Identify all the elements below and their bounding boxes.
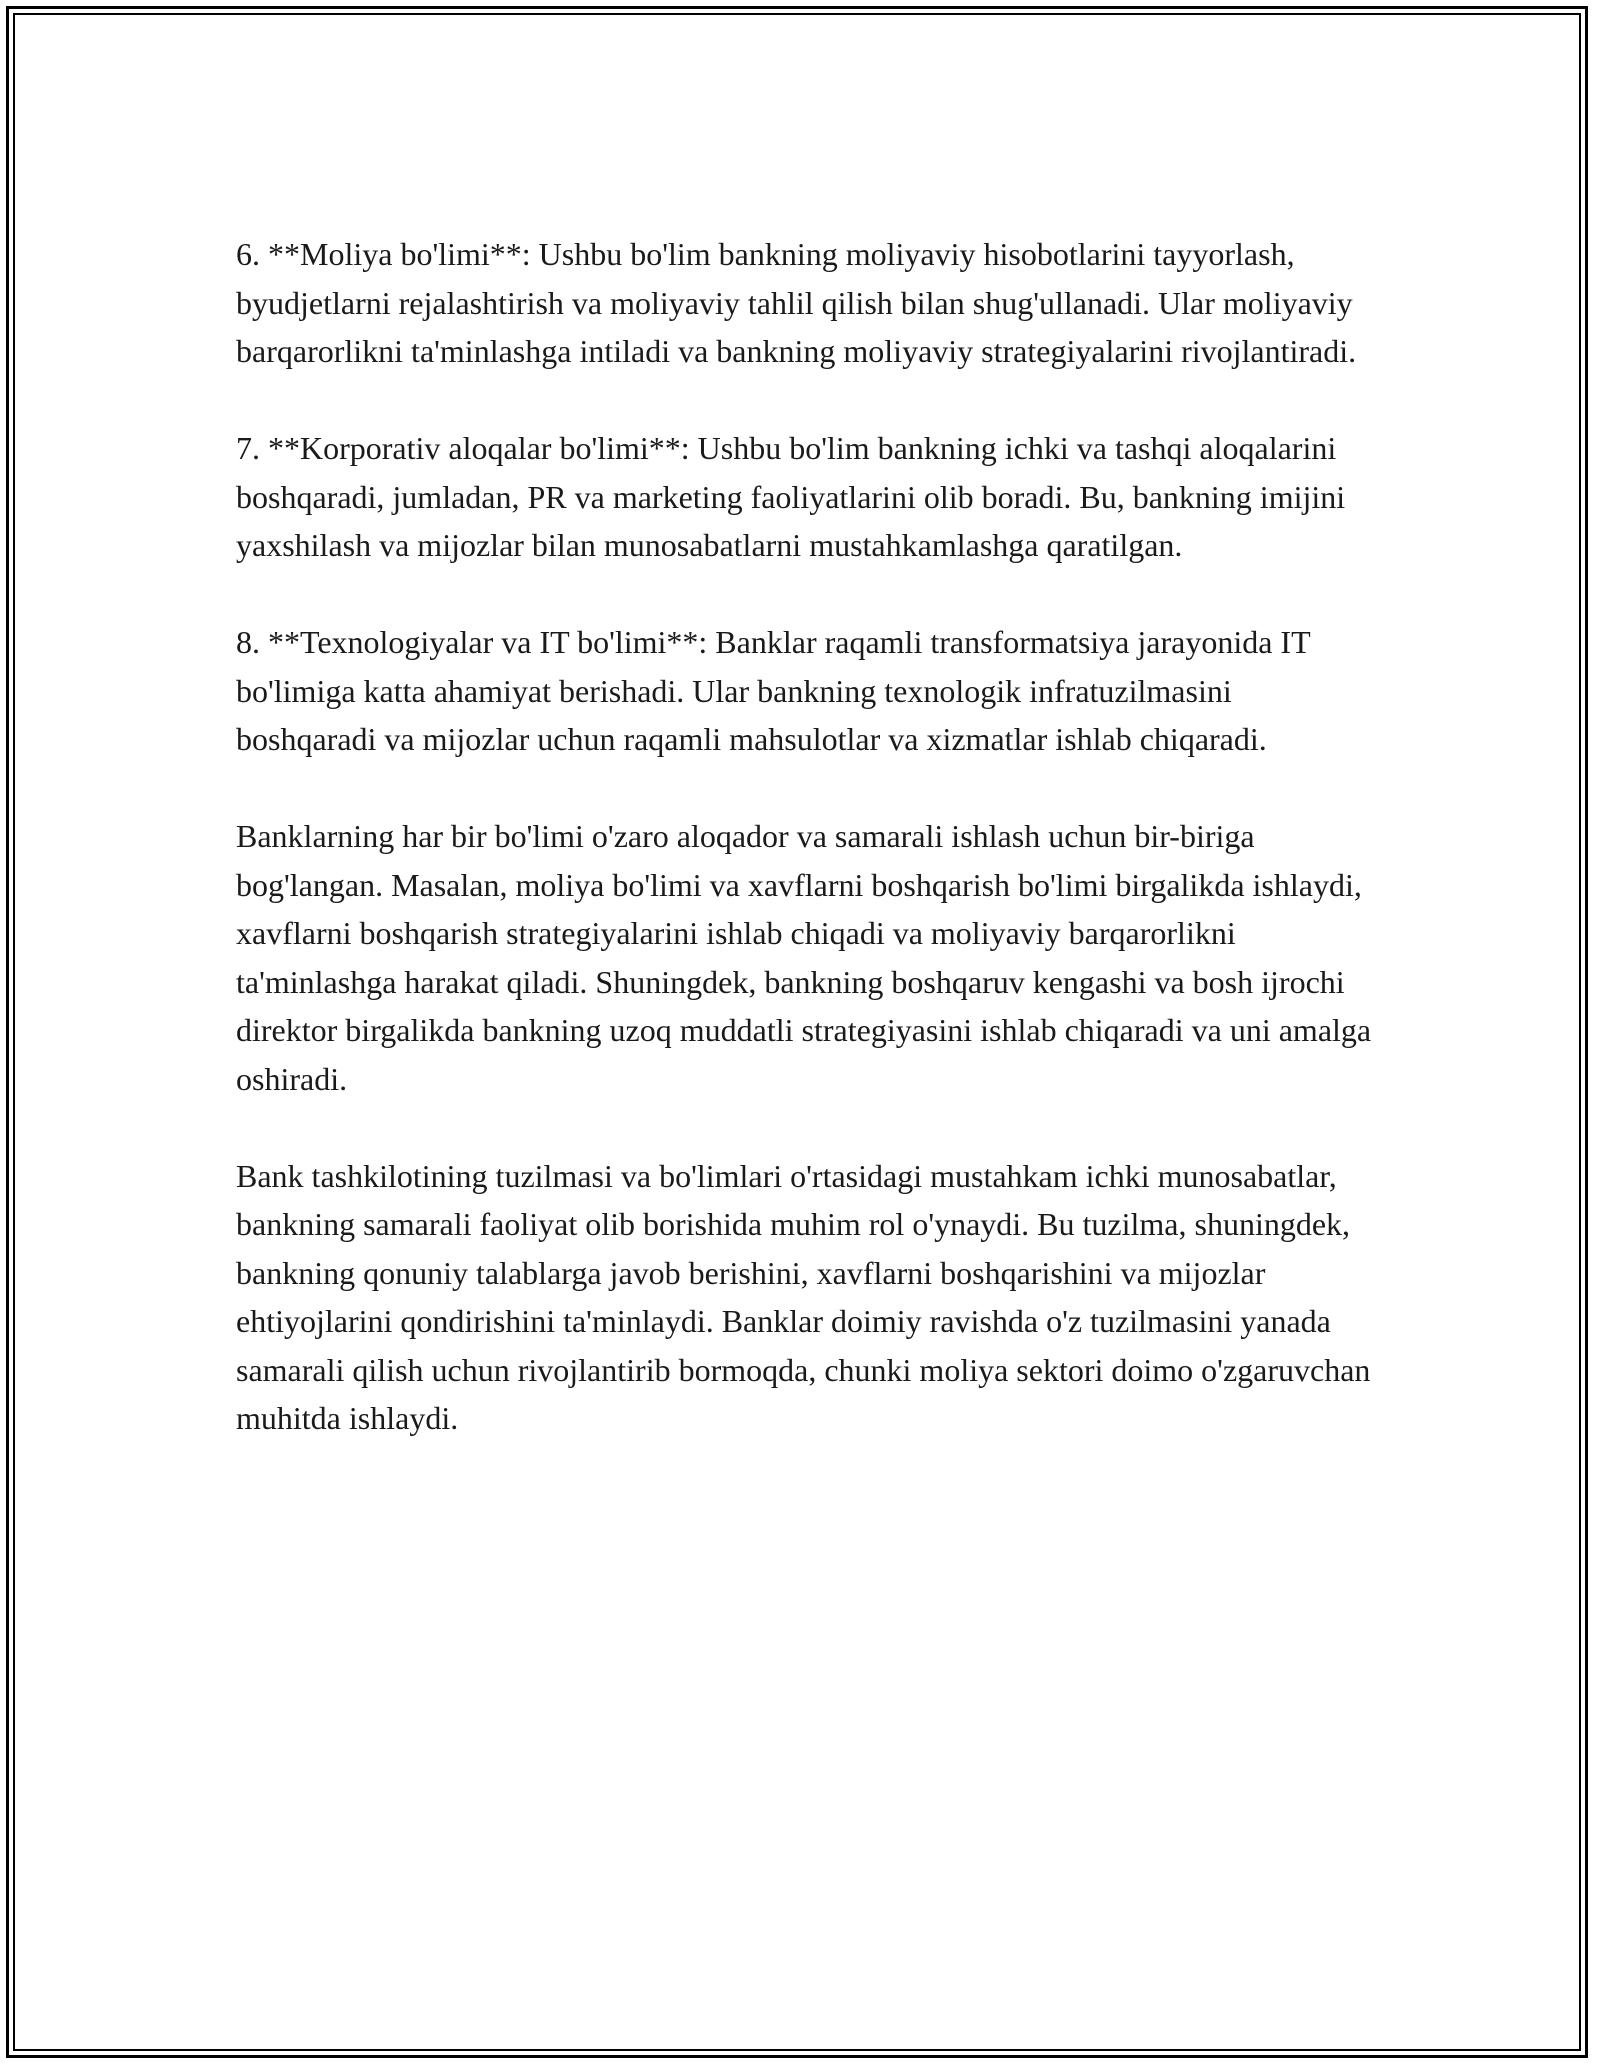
paragraph-korporativ-aloqalar: 7. **Korporativ aloqalar bo'limi**: Ushbu bo'lim bankning ichki va tashqi aloqalarini boshqaradi, jumladan, PR va marketing faoliyatlarini olib boradi. Bu, bankning imijini yaxshilash va mijozlar bilan munosabatlarni mustahkamlashga qaratilgan. [236, 430, 1346, 563]
paragraph-xulosa: Bank tashkilotining tuzilmasi va bo'limlari o'rtasidagi mustahkam ichki munosabatlar, bankning samarali faoliyat olib borishida muhim rol o'ynaydi. Bu tuzilma, shuningdek, bankning qonuniy talablarga javob berishini, xavflarni boshqarishini va mijozlar ehtiyojlarini qondirishini ta'minlaydi. Banklar doimiy ravishda o'z tuzilmasini yanada samarali qilish uchun rivojlantirib bormoqda, chunki moliya sektori doimo o'zgaruvchan muhitda ishlaydi. [236, 1157, 1371, 1436]
paragraph-texnologiyalar-it: 8. **Texnologiyalar va IT bo'limi**: Banklar raqamli transformatsiya jarayonida IT bo'limiga katta ahamiyat berishadi. Ular bankning texnologik infratuzilmasini boshqaradi va mijozlar uchun raqamli mahsulotlar va xizmatlar ishlab chiqaradi. [236, 624, 1311, 757]
paragraph-moliya: 6. **Moliya bo'limi**: Ushbu bo'lim bankning moliyaviy hisobotlarini tayyorlash, byudjetlarni rejalashtirish va moliyaviy tahlil qilish bilan shug'ullanadi. Ular moliyaviy barqarorlikni ta'minlashga intiladi va bankning moliyaviy strategiyalarini rivojlantiradi. [236, 236, 1357, 369]
document-body [236, 230, 1376, 1491]
paragraph-bolimlar-aloqasi: Banklarning har bir bo'limi o'zaro aloqador va samarali ishlash uchun bir-biriga bog'langan. Masalan, moliya bo'limi va xavflarni boshqarish bo'limi birgalikda ishlaydi, xavflarni boshqarish strategiyalarini ishlab chiqadi va moliyaviy barqarorlikni ta'minlashga harakat qiladi. Shuningdek, bankning boshqaruv kengashi va bosh ijrochi direktor birgalikda bankning uzoq muddatli strategiyasini ishlab chiqaradi va uni amalga oshiradi. [236, 818, 1372, 1097]
